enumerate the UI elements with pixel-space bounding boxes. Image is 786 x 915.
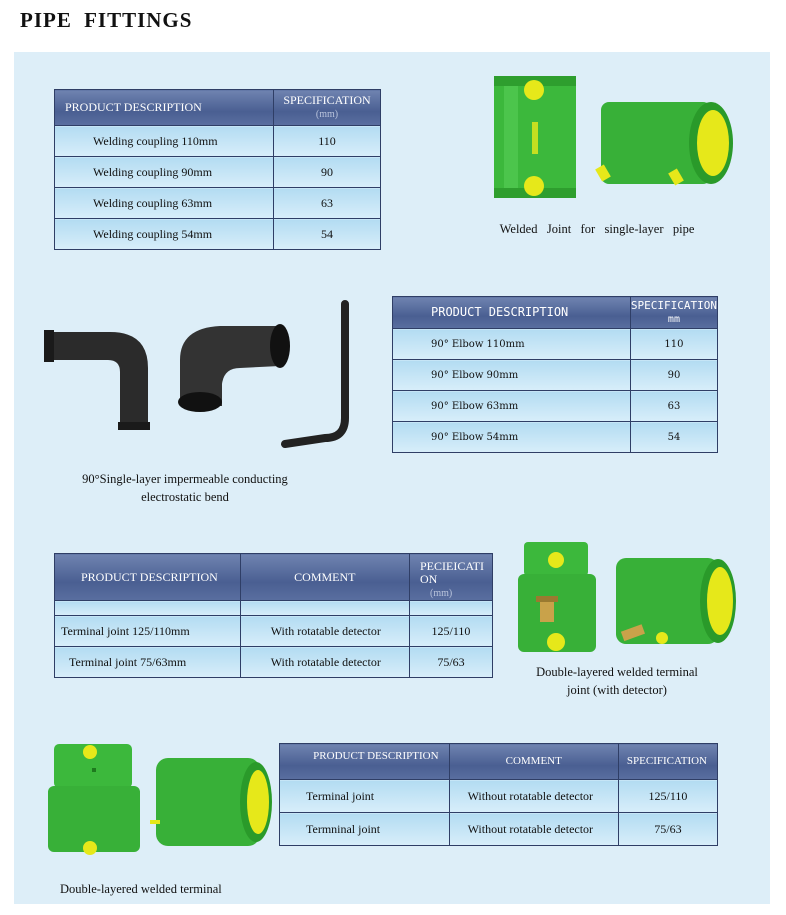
col-specification: SPECIFICATION (mm)	[274, 90, 381, 126]
elbow-spec-table	[392, 296, 718, 453]
terminal-detector-spec-table	[54, 553, 493, 678]
table-row: Welding coupling 54mm 54	[55, 219, 381, 250]
col-product-description: PRODUCT DESCRIPTION	[55, 90, 274, 126]
table-row: Terminal joint 125/110mm With rotatable detector 125/110	[55, 616, 493, 647]
table-row: Welding coupling 63mm 63	[55, 188, 381, 219]
elbow-image	[40, 298, 360, 458]
table-row: 90° Elbow 54mm 54	[393, 422, 718, 453]
terminal-detector-image	[512, 538, 740, 658]
table-row: Terminal joint 75/63mm With rotatable detector 75/63	[55, 647, 493, 678]
terminal-plain-spec-table	[279, 743, 718, 846]
col-comment: COMMENT	[449, 744, 618, 780]
elbow-caption: 90°Single-layer impermeable conducting electrostatic bend	[82, 472, 288, 504]
welded-joint-image	[486, 70, 736, 205]
col-comment: COMMENT	[240, 554, 409, 601]
col-product-description: PRODUCT DESCRIPTION	[280, 744, 450, 780]
col-specification: SPECIFICATION	[618, 744, 717, 780]
coupling-spec-table	[54, 89, 381, 250]
col-specification: SPECIFICATION mm	[630, 297, 717, 329]
col-product-description: PRODUCT DESCRIPTION	[55, 554, 241, 601]
table-row: Terminal joint Without rotatable detector 125/110	[280, 780, 718, 813]
table-row: 90° Elbow 90mm 90	[393, 360, 718, 391]
table-row: Welding coupling 110mm 110	[55, 126, 381, 157]
terminal-plain-image	[44, 740, 274, 860]
welded-joint-caption: Welded Joint for single-layer pipe	[499, 222, 695, 236]
table-row: Welding coupling 90mm 90	[55, 157, 381, 188]
page-title: PIPE FITTINGS	[20, 8, 193, 32]
table-row: Termninal joint Without rotatable detector 75/63	[280, 813, 718, 846]
table-row: 90° Elbow 110mm 110	[393, 329, 718, 360]
col-product-description: PRODUCT DESCRIPTION	[393, 297, 631, 329]
terminal-detector-caption: Double-layered welded terminal joint (with detector)	[536, 665, 698, 697]
table-row: 90° Elbow 63mm 63	[393, 391, 718, 422]
col-specification: PECIEICATI ON (mm)	[410, 554, 493, 601]
terminal-plain-caption: Double-layered welded terminal	[60, 882, 222, 896]
